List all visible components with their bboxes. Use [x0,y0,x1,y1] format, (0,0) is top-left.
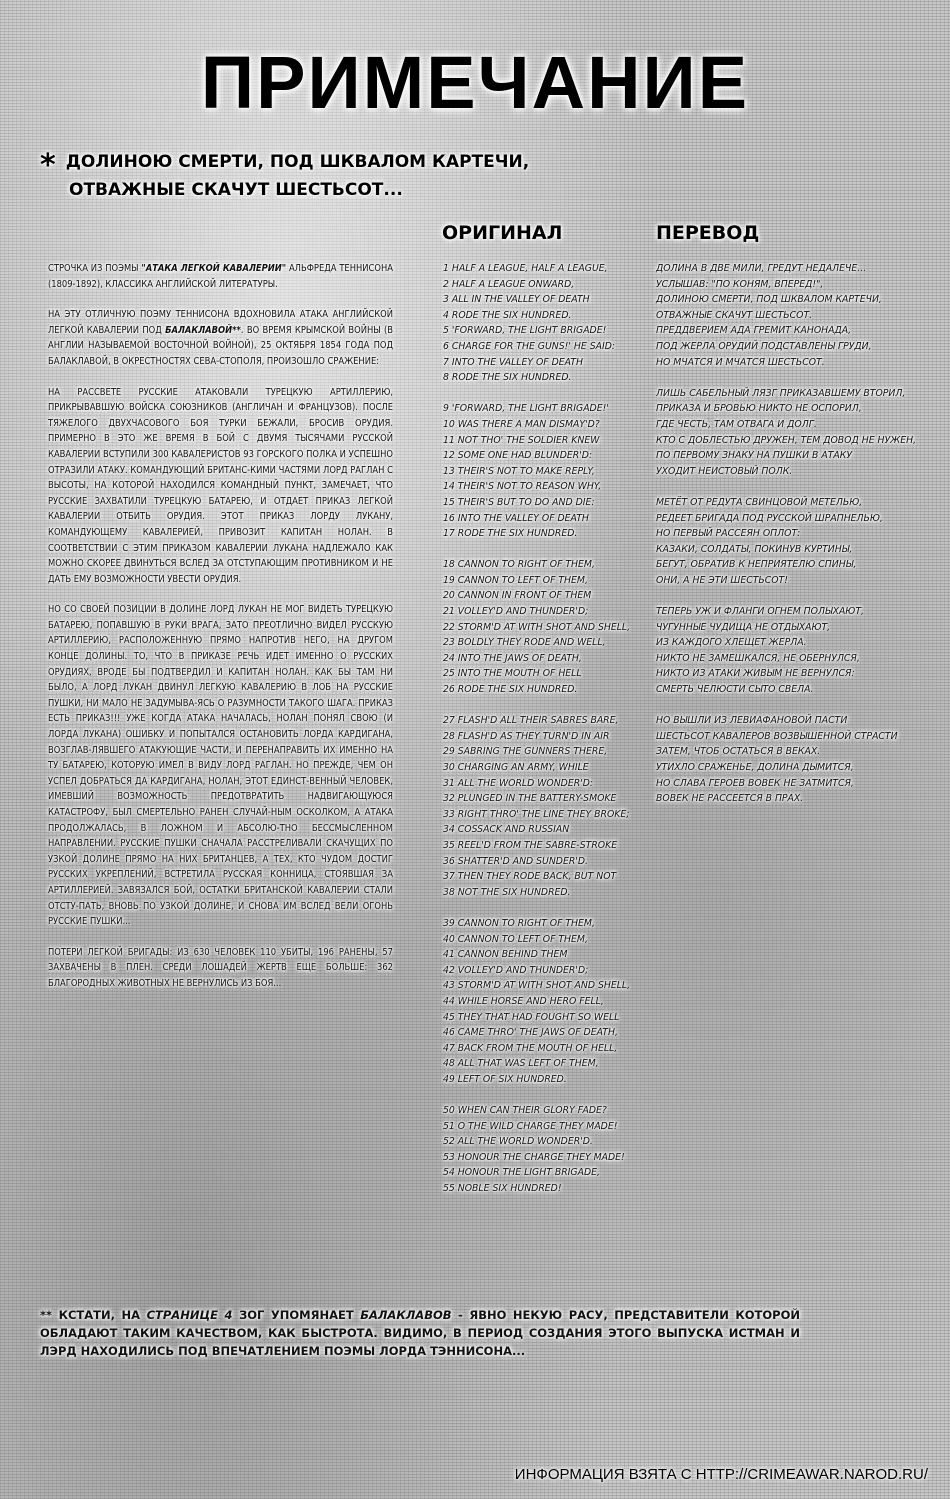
poem-line: 30 CHARGING AN ARMY, WHILE [443,762,589,773]
poem-line: ПРИКАЗА И БРОВЬЮ НИКТО НЕ ОСПОРИЛ, [656,403,862,415]
poem-line: 9 'FORWARD, THE LIGHT BRIGADE!' [443,403,609,415]
poem-line: 17 RODE THE SIX HUNDRED. [443,528,578,540]
poem-line: ВОВЕК НЕ РАССЕЕТСЯ В ПРАХ. [656,793,804,805]
poem-line: УХОДИТ НЕИСТОВЫЙ ПОЛК. [656,465,793,477]
poem-original [443,261,630,1212]
poem-line: ПО ПЕРВОМУ ЗНАКУ НА ПУШКИ В АТАКУ [656,450,853,462]
poem-line: 54 HONOUR THE LIGHT BRIGADE, [443,1167,600,1179]
poem-line: 53 HONOUR THE CHARGE THEY MADE! [443,1151,625,1163]
intro-line-2: ОТВАЖНЫЕ СКАЧУТ ШЕСТЬСОТ... [69,180,403,200]
poem-line: ПРЕДДВЕРИЕМ АДА ГРЕМИТ КАНОНАДА, [656,325,852,337]
poem-line: ПОД ЖЕРЛА ОРУДИЙ ПОДСТАВЛЕНЫ ГРУДИ, [656,340,872,352]
article-text [48,261,393,1007]
poem-line: 37 THEN THEY RODE BACK, BUT NOT [443,871,617,883]
poem-line: 23 BOLDLY THEY RODE AND WELL, [443,637,606,649]
poem-line: 11 NOT THO' THE SOLDIER KNEW [443,434,600,446]
intro-quote [40,150,760,202]
poem-line: НО МЧАТСЯ И МЧАТСЯ ШЕСТЬСОТ. [656,356,825,368]
poem-line: 48 ALL THAT WAS LEFT OF THEM, [443,1058,599,1070]
poem-line: 39 CANNON TO RIGHT OF THEM, [443,917,595,929]
poem-line: МЕТЁТ ОТ РЕДУТА СВИНЦОВОЙ МЕТЕЛЬЮ, [656,496,863,508]
heading-translation: ПЕРЕВОД [656,222,760,244]
poem-line: 3 ALL IN THE VALLEY OF DEATH [443,294,590,306]
poem-line: 28 FLASH'D AS THEY TURN'D IN AIR [443,730,610,742]
poem-line: 42 VOLLEY'D AND THUNDER'D; [443,964,589,976]
poem-line: 19 CANNON TO LEFT OF THEM, [443,574,588,586]
stanza [656,261,916,370]
poem-line: ДОЛИНОЮ СМЕРТИ, ПОД ШКВАЛОМ КАРТЕЧИ, [656,294,882,306]
article-paragraph: ПОТЕРИ ЛЕГКОЙ БРИГАДЫ: ИЗ 630 ЧЕЛОВЕК 110 УБИТЫ, 196 РАНЕНЫ, 57 ЗАХВАЧЕНЫ В ПЛЕН. СРЕДИ ЛОШАДЕЙ ЖЕРТВ ЕЩЕ БОЛЬШЕ: 362 БЛАГОРОДНЫХ ЖИВОТНЫХ НЕ ВЕРНУЛИСЬ ИЗ БОЯ... [48,946,393,989]
poem-line: 29 SABRING THE GUNNERS THERE, [443,746,608,758]
poem-line: ИЗ КАЖДОГО ХЛЕЩЕТ ЖЕРЛА. [656,637,807,649]
source-credit: ИНФОРМАЦИЯ ВЗЯТА С HTTP://CRIMEAWAR.NAROD.RU/ [514,1466,928,1483]
article-paragraph: НО СО СВОЕЙ ПОЗИЦИИ В ДОЛИНЕ ЛОРД ЛУКАН НЕ МОГ ВИДЕТЬ ТУРЕЦКУЮ БАТАРЕЮ, ПОПАВШУЮ В РУКИ ВРАГА, ЗАТО ПРЕОТЛИЧНО ВИДЕЛ РУССКУЮ АРТИЛЛЕРИЮ, РАСПОЛОЖЕННУЮ ПРЯМО НАПРОТИВ НЕГО, НА ДРУГОМ КОНЦЕ ДОЛИНЫ. ТО, ЧТО В ПРИКАЗЕ РЕЧЬ ИДЕТ ИМЕННО О РУССКИХ ОРУДИЯХ, ВРОДЕ БЫ ПОДТВЕРДИЛ И КАПИТАН НОЛАН. КАК БЫ ТАМ НИ БЫЛО, А ЛОРД ЛУКАН ДВИНУЛ ЛЕГКУЮ КАВАЛЕРИЮ В ЛОБ НА РУССКИЕ ПУШКИ, НИ МАЛО НЕ ЗАДУМЫВА-ЯСЬ О РАЗУМНОСТИ ТАКОГО ШАГА. ПРИКАЗ ЕСТЬ ПРИКАЗ!!! УЖЕ КОГДА АТАКА НАЧАЛАСЬ, НОЛАН ПОНЯЛ СВОЮ (И ЛОРДА ЛУКАНА) ОШИБКУ И ПОПЫТАЛСЯ ОСТАНОВИТЬ ЛОРДА КАРДИГАНА, ВОЗГЛАВ-ЛЯВШЕГО АТАКУЮЩИЕ ЧАСТИ, И ПЕРЕНАПРАВИТЬ ИХ ИМЕННО НА ТУ БАТАРЕЮ, КОТОРУЮ ИМЕЛ В ВИДУ ЛОРД РАГЛАН. НО ПРЕЖДЕ, ЧЕМ ОН УСПЕЛ ДОБРАТЬСЯ ДА КАРДИГАНА, НОЛАН, ЭТОТ ЕДИНСТ-ВЕННЫЙ ЧЕЛОВЕК, ИМЕВШИЙ ВОЗМОЖНОСТЬ ПРЕДОТВРАТИТЬ НАДВИГАЮЩУЮСЯ КАТАСТРОФУ, БЫЛ СМЕРТЕЛЬНО РАНЕН СЛУЧАЙ-НЫМ ОСКОЛКОМ, А АТАКА ПРОДОЛЖАЛАСЬ, В ЛОЖНОМ И АБСОЛЮ-ТНО БЕССМЫСЛЕННОМ НАПРАВЛЕНИИ. РУССКИЕ ПУШКИ СНАЧАЛА РАССТРЕЛИВАЛИ СКАЧУЩИХ ПО УЗКОЙ ДОЛИНЕ ПРЯМО НА НИХ БРИТАНЦЕВ, А ТЕХ, КТО ЧУДОМ ДОСТИГ РУССКИХ УКРЕПЛЕНИЙ, ВСТРЕТИЛА РУССКАЯ КОННИЦА, СТОЯВШАЯ ЗА АРТИЛЛЕРИЕЙ. ЗАВЯЗАЛСЯ БОЙ, ОСТАТКИ БРИТАНСКОЙ КАВАЛЕРИИ СТАЛИ ОТСТУ-ПАТЬ, ВНОВЬ ПО УЗКОЙ ДОЛИНЕ, И СНОВА ИМ ВСЛЕД ВЕЛИ ОГОНЬ РУССКИЕ ПУШКИ... [48,604,393,928]
poem-line: 2 HALF A LEAGUE ONWARD, [443,278,575,290]
intro-line-1: ДОЛИНОЮ СМЕРТИ, ПОД ШКВАЛОМ КАРТЕЧИ, [65,152,530,172]
poem-line: 15 THEIR'S BUT TO DO AND DIE: [443,496,595,508]
poem-line: 13 THEIR'S NOT TO MAKE REPLY, [443,465,595,477]
poem-translation [656,261,916,822]
poem-line: 46 CAME THRO' THE JAWS OF DEATH, [443,1027,618,1039]
poem-line: НИКТО ИЗ АТАКИ ЖИВЫМ НЕ ВЕРНУЛСЯ: [656,668,855,680]
poem-line: НО ВЫШЛИ ИЗ ЛЕВИАФАНОВОЙ ПАСТИ [656,715,848,727]
poem-line: ЛИШЬ САБЕЛЬНЫЙ ЛЯЗГ ПРИКАЗАВШЕМУ ВТОРИЛ, [656,387,906,399]
poem-line: ГДЕ ЧЕСТЬ, ТАМ ОТВАГА И ДОЛГ. [656,418,817,430]
poem-line: 32 PLUNGED IN THE BATTERY-SMOKE [443,793,617,805]
poem-line: 55 NOBLE SIX HUNDRED! [443,1183,562,1195]
poem-line: 38 NOT THE SIX HUNDRED. [443,886,571,898]
poem-line: ОТВАЖНЫЕ СКАЧУТ ШЕСТЬСОТ. [656,309,813,321]
stanza [443,401,630,541]
poem-line: 33 RIGHT THRO' THE LINE THEY BROKE; [443,808,630,820]
poem-line: 47 BACK FROM THE MOUTH OF HELL, [443,1042,618,1054]
poem-line: СМЕРТЬ ЧЕЛЮСТИ СЫТО СВЕЛА. [656,684,814,696]
stanza [656,713,916,807]
poem-line: ЧУГУННЫЕ ЧУДИЩА НЕ ОТДЫХАЮТ, [656,621,831,633]
poem-line: ТЕПЕРЬ УЖ И ФЛАНГИ ОГНЕМ ПОЛЫХАЮТ, [656,606,864,618]
footnote-star: * [40,148,56,183]
stanza [443,261,630,386]
poem-line: ОНИ, А НЕ ЭТИ ШЕСТЬСОТ! [656,574,788,586]
poem-line: 7 INTO THE VALLEY OF DEATH [443,356,583,368]
poem-line: 34 COSSACK AND RUSSIAN [443,824,570,836]
poem-line: 43 STORM'D AT WITH SHOT AND SHELL, [443,980,631,992]
poem-line: 8 RODE THE SIX HUNDRED. [443,372,572,384]
poem-line: 26 RODE THE SIX HUNDRED. [443,684,578,696]
poem-line: 36 SHATTER'D AND SUNDER'D. [443,855,588,867]
stanza [656,386,916,480]
article-paragraph: НА РАССВЕТЕ РУССКИЕ АТАКОВАЛИ ТУРЕЦКУЮ АРТИЛЛЕРИЮ, ПРИКРЫВАВШУЮ ВОЙСКА СОЮЗНИКОВ (АНГЛИЧАН И ФРАНЦУЗОВ). ПОСЛЕ ТЯЖЕЛОГО ДВУХЧАСОВОГО БОЯ ТУРКИ БЕЖАЛИ, БРОСИВ ОРУДИЯ. ПРИМЕРНО В ЭТО ЖЕ ВРЕМЯ В БОЙ С ДВУМЯ ТЫСЯЧАМИ РУССКОЙ КАВАЛЕРИИ ВСТУПИЛИ 300 КАВАЛЕРИСТОВ 93 ГОРСКОГО ПОЛКА И УСПЕШНО ОТРАЗИЛИ АТАКУ. КОМАНДУЮЩИЙ БРИТАНС-КИМИ ЧАСТЯМИ ЛОРД РАГЛАН С ВЫСОТЫ, НА КОТОРОЙ НАХОДИЛСЯ КОМАНДНЫЙ ПУНКТ, ЗАМЕЧАЕТ, ЧТО РУССКИЕ ЗАХВАТИЛИ ТУРЕЦКУЮ БАТАРЕЮ, И ОТДАЕТ ПРИКАЗ ЛЕГКОЙ КАВАЛЕРИИ ОТБИТЬ ОРУДИЯ. ЭТОТ ПРИКАЗ ЛОРДУ ЛУКАНУ, КОМАНДУЮЩЕМУ КАВАЛЕРИЕЙ, ПРИВОЗИТ КАПИТАН НОЛАН. В СООТВЕТСТВИИ С ЭТИМ ПРИКАЗОМ КАВАЛЕРИИ ЛУКАНА НАДЛЕЖАЛО КАК МОЖНО СКОРЕЕ ДВИНУТЬСЯ ВСЛЕД ЗА ОТСТУПАЮЩИМ ПРОТИВНИКОМ И НЕ ДАТЬ ЕМУ ВОЗМОЖНОСТИ УВЕСТИ ОРУДИЯ. [48,386,393,585]
stanza [443,557,630,697]
poem-line: ЗАТЕМ, ЧТОБ ОСТАТЬСЯ В ВЕКАХ. [656,746,821,758]
poem-line: ШЕСТЬСОТ КАВАЛЕРОВ ВОЗВЫШЕННОЙ СТРАСТИ [656,730,898,742]
stanza [443,713,630,900]
poem-line: 21 VOLLEY'D AND THUNDER'D; [443,606,589,618]
poem-line: УТИХЛО СРАЖЕНЬЕ, ДОЛИНА ДЫМИТСЯ, [656,762,854,773]
poem-line: УСЛЫШАВ: "ПО КОНЯМ, ВПЕРЕД!", [656,278,824,290]
poem-line: 16 INTO THE VALLEY OF DEATH [443,512,589,524]
poem-line: 10 WAS THERE A MAN DISMAY'D? [443,418,600,430]
poem-line: 25 INTO THE MOUTH OF HELL [443,668,582,680]
poem-line: 35 REEL'D FROM THE SABRE-STROKE [443,839,618,851]
poem-line: НО СЛАВА ГЕРОЕВ ВОВЕК НЕ ЗАТМИТСЯ, [656,777,854,789]
footnote: ** КСТАТИ, НА СТРАНИЦЕ 4 ЗОГ УПОМЯНАЕТ БАЛАКЛАВОВ - ЯВНО НЕКУЮ РАСУ, ПРЕДСТАВИТЕЛИ КОТОРОЙ ОБЛАДАЮТ ТАКИМ КАЧЕСТВОМ, КАК БЫСТРОТА. ВИДИМО, В ПЕРИОД СОЗДАНИЯ ЭТОГО ВЫПУСКА ИСТМАН И ЛЭРД НАХОДИЛИСЬ ПОД ВПЕЧАТЛЕНИЕМ ПОЭМЫ ЛОРДА ТЭННИСОНА... [40,1308,800,1358]
poem-line: 41 CANNON BEHIND THEM [443,949,568,961]
poem-line: 12 SOME ONE HAD BLUNDER'D: [443,450,593,462]
poem-line: 18 CANNON TO RIGHT OF THEM, [443,559,595,571]
poem-line: ДОЛИНА В ДВЕ МИЛИ, ГРЕДУТ НЕДАЛЕЧЕ... [656,263,867,274]
poem-line: 40 CANNON TO LEFT OF THEM, [443,933,588,945]
heading-original: ОРИГИНАЛ [442,222,563,244]
poem-line: 49 LEFT OF SIX HUNDRED. [443,1073,567,1085]
page-title: ПРИМЕЧАНИЕ [200,41,750,124]
poem-line: НИКТО НЕ ЗАМЕШКАЛСЯ, НЕ ОБЕРНУЛСЯ, [656,652,860,664]
stanza [443,916,630,1088]
poem-line: 4 RODE THE SIX HUNDRED. [443,309,572,321]
poem-line: 51 O THE WILD CHARGE THEY MADE! [443,1120,618,1132]
poem-line: 1 HALF A LEAGUE, HALF A LEAGUE, [443,263,608,274]
stanza [656,495,916,589]
poem-line: 14 THEIR'S NOT TO REASON WHY, [443,481,602,493]
poem-line: 50 WHEN CAN THEIR GLORY FADE? [443,1105,607,1117]
poem-line: КАЗАКИ, СОЛДАТЫ, ПОКИНУВ КУРТИНЫ, [656,543,853,555]
article-paragraph: СТРОЧКА ИЗ ПОЭМЫ "АТАКА ЛЕГКОЙ КАВАЛЕРИИ" АЛЬФРЕДА ТЕННИСОНА (1809-1892), КЛАССИКА АНГЛИЙСКОЙ ЛИТЕРАТУРЫ. [48,263,393,290]
poem-line: 5 'FORWARD, THE LIGHT BRIGADE! [443,325,607,337]
article-paragraph: НА ЭТУ ОТЛИЧНУЮ ПОЭМУ ТЕННИСОНА ВДОХНОВИЛА АТАКА АНГЛИЙСКОЙ ЛЕГКОЙ КАВАЛЕРИИ ПОД БАЛАКЛАВОЙ**. ВО ВРЕМЯ КРЫМСКОЙ ВОЙНЫ (В АНГЛИИ НАЗЫВАЕМОЙ ВОСТОЧНОЙ ВОЙНОЙ), 25 ОКТЯБРЯ 1854 ГОДА ПОД БАЛАКЛАВОЙ, В ОКРЕСТНОСТЯХ СЕВА-СТОПОЛЯ, ПРОИЗОШЛО СРАЖЕНИЕ: [48,309,393,367]
poem-line: 27 FLASH'D ALL THEIR SABRES BARE, [443,715,619,727]
stanza [656,604,916,698]
poem-line: БЕГУТ, ОБРАТИВ К НЕПРИЯТЕЛЮ СПИНЫ, [656,559,857,571]
poem-line: 31 ALL THE WORLD WONDER'D: [443,777,594,789]
poem-line: РЕДЕЕТ БРИГАДА ПОД РУССКОЙ ШРАПНЕЛЬЮ, [656,512,883,524]
stanza [443,1103,630,1197]
poem-line: 22 STORM'D AT WITH SHOT AND SHELL, [443,621,631,633]
poem-line: 20 CANNON IN FRONT OF THEM [443,590,592,602]
poem-line: 44 WHILE HORSE AND HERO FELL, [443,995,604,1007]
poem-line: 6 CHARGE FOR THE GUNS!' HE SAID: [443,340,616,352]
poem-line: 45 THEY THAT HAD FOUGHT SO WELL [443,1011,620,1023]
poem-line: КТО С ДОБЛЕСТЬЮ ДРУЖЕН, ТЕМ ДОВОД НЕ НУЖЕН, [656,434,917,446]
poem-line: 24 INTO THE JAWS OF DEATH, [443,652,582,664]
poem-line: НО ПЕРВЫЙ РАССЕЯН ОПЛОТ: [656,528,801,540]
poem-line: 52 ALL THE WORLD WONDER'D. [443,1136,593,1148]
